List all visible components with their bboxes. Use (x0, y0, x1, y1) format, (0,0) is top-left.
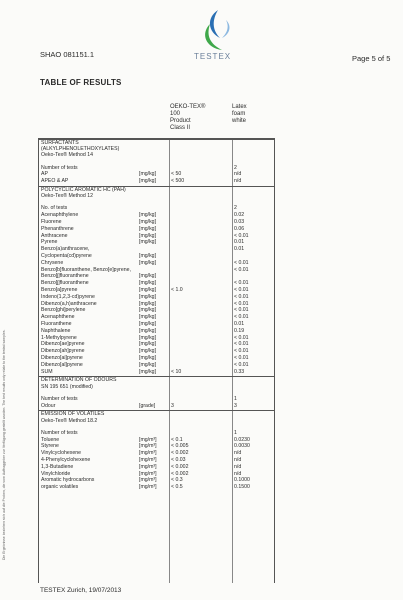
test-result: n/d (234, 450, 242, 457)
test-result: 0.0030 (234, 443, 250, 450)
test-result: < 0.01 (234, 334, 249, 341)
test-name: Naphthalene (41, 327, 71, 334)
test-result: n/d (234, 178, 242, 185)
test-name: Dibenzo(a,h)anthracene (41, 300, 97, 307)
table-row (39, 273, 274, 280)
test-unit: [mg/m³] (139, 443, 157, 450)
test-name: Acenaphthene (41, 314, 75, 321)
test-result: 3 (234, 402, 237, 409)
test-name: Number of tests (41, 164, 78, 171)
test-name: AP (41, 171, 48, 178)
sample-header-line: Latex (232, 104, 247, 110)
section-title: Oeko-Tex® Method 18.2 (41, 417, 98, 424)
test-result: < 0.01 (234, 314, 249, 321)
limit-header-line: Class II (170, 125, 191, 131)
test-unit: [mg/m³] (139, 457, 157, 463)
test-name: organic volatiles (41, 484, 79, 491)
test-unit: [mg/m³] (139, 463, 157, 470)
table-row (39, 219, 274, 226)
test-unit: [mg/kg] (139, 239, 157, 246)
test-unit: [mg/m³] (139, 470, 157, 477)
section-title: SURFACTANTS (41, 140, 79, 146)
side-disclaimer-text: Die Ergebnisse beziehen sich auf die Proben, die vom Auftraggeber zur Verfügung gestellt wurden. The test results only relate to the tested samples. (2, 329, 6, 560)
test-name: Odour (41, 402, 56, 409)
test-name: Toluene (41, 436, 60, 443)
table-row (39, 314, 274, 321)
test-result: < 0.01 (234, 348, 249, 355)
table-row (39, 260, 274, 267)
test-name: Dibenzo[ae]pyrene (41, 341, 85, 348)
test-name: Number of tests (41, 395, 78, 402)
test-unit: [mg/kg] (139, 355, 157, 361)
test-unit: [mg/kg] (139, 253, 157, 259)
test-result: < 0.01 (234, 280, 249, 287)
test-unit: [mg/kg] (139, 300, 157, 307)
table-row (39, 294, 274, 301)
sample-header-line: foam (232, 111, 246, 117)
test-unit: [mg/kg] (139, 259, 157, 266)
test-name: No. of tests (41, 205, 68, 212)
table-row (39, 253, 274, 260)
testex-logo (196, 8, 236, 54)
test-unit: [mg/kg] (139, 293, 157, 300)
table-row (39, 246, 274, 253)
table-row (39, 239, 274, 246)
test-unit: [mg/m³] (139, 484, 157, 491)
test-name: Indeno(1,2,3-cd)pyrene (41, 293, 95, 300)
test-result: 0.0230 (234, 436, 250, 443)
table-row (39, 280, 274, 287)
test-name: 1-Methylpyrene (41, 334, 77, 341)
test-unit: [mg/kg] (139, 273, 157, 280)
table-row (39, 471, 274, 478)
test-limit: < 10 (171, 368, 182, 375)
test-result: 0.1000 (234, 477, 250, 484)
limit-header-line: 100 (170, 111, 181, 117)
section-title: (ALKYLPHENOLETHOXYLATES) (41, 146, 120, 153)
test-unit: [mg/kg] (139, 334, 157, 341)
test-name: Benzo[b]fluoranthene, Benzo[e]pyrene, (41, 266, 131, 273)
test-unit: [mg/kg] (139, 341, 157, 348)
test-result: 0.01 (234, 246, 245, 253)
test-name: Chrysene (41, 259, 64, 266)
test-name: Number of tests (41, 429, 78, 436)
test-unit: [mg/kg] (139, 225, 157, 232)
test-result: 0.03 (234, 219, 245, 225)
test-limit: < 500 (171, 178, 185, 185)
test-unit: [mg/m³] (139, 436, 157, 443)
test-name: Benzo[j]fluoranthene (41, 280, 89, 287)
test-result: < 0.01 (234, 361, 249, 368)
table-row (39, 178, 274, 185)
table-row (39, 321, 274, 328)
test-result: n/d (234, 463, 242, 470)
test-name: Fluoranthene (41, 321, 72, 327)
test-result: 0.01 (234, 321, 245, 327)
test-unit: [mg/kg] (139, 307, 157, 314)
table-row (39, 355, 274, 362)
test-limit: 3 (171, 402, 174, 409)
table-row (39, 226, 274, 233)
test-name: Fluorene (41, 219, 62, 225)
test-limit: < 0.03 (171, 457, 186, 463)
test-name: Pyrene (41, 239, 58, 246)
section-title: Oeko-Tex® Method 14 (41, 152, 93, 159)
test-result: 0.02 (234, 212, 245, 219)
test-unit: [mg/kg] (139, 171, 157, 178)
table-row (39, 233, 274, 240)
table-row (39, 307, 274, 314)
table-row (39, 335, 274, 342)
test-name: Aromatic hydrocarbons (41, 477, 95, 484)
sample-header-line: white (232, 118, 247, 124)
limit-column-header (170, 104, 230, 132)
test-unit: [mg/kg] (139, 219, 157, 225)
test-unit: [mg/kg] (139, 348, 157, 355)
test-unit: [mg/kg] (139, 287, 157, 293)
table-row (39, 437, 274, 444)
test-result: 2 (234, 205, 237, 212)
test-limit: < 0.1 (171, 436, 183, 443)
test-name: Vinylcyclohexene (41, 450, 81, 457)
test-unit: [mg/kg] (139, 232, 157, 239)
test-result: 0.06 (234, 225, 245, 232)
test-result: n/d (234, 171, 242, 178)
table-row (39, 403, 274, 410)
footer-place-date: TESTEX Zurich, 19/07/2013 (40, 587, 122, 594)
test-name: Phenanthrene (41, 225, 74, 232)
table-row (39, 212, 274, 219)
table-row (39, 171, 274, 178)
test-result: < 0.01 (234, 307, 249, 314)
test-unit: [mg/kg] (139, 368, 157, 375)
test-name: Dibenzo[ai]pyrene (41, 355, 83, 361)
table-row (39, 341, 274, 348)
table-row (39, 396, 274, 403)
test-name: Anthracene (41, 232, 68, 239)
table-row (39, 287, 274, 294)
test-result: < 0.01 (234, 355, 249, 361)
test-result: < 0.01 (234, 287, 249, 293)
test-name: Benzo[a]pyrene (41, 287, 78, 293)
test-limit: < 0.002 (171, 470, 189, 477)
test-unit: [mg/kg] (139, 321, 157, 327)
limit-header-line: OEKO-TEX® (170, 104, 206, 110)
test-unit: [mg/kg] (139, 361, 157, 368)
test-unit: [mg/kg] (139, 280, 157, 287)
test-result: 0.19 (234, 327, 245, 334)
section-title: Oeko-Tex® Method 12 (41, 193, 93, 200)
section-title: EMISSION OF VOLATILES (41, 411, 105, 418)
test-unit: [mg/kg] (139, 212, 157, 219)
test-limit: < 0.002 (171, 463, 189, 470)
page-number: Page 5 of 5 (352, 54, 391, 63)
test-name: Dibenzo[al]pyrene (41, 361, 83, 368)
sample-column-header (232, 104, 272, 125)
test-result: 2 (234, 164, 237, 171)
test-limit: < 0.5 (171, 484, 183, 491)
document-id: SHAO 081151.1 (40, 50, 95, 59)
test-name: Acenaphthylene (41, 212, 79, 219)
table-row (39, 267, 274, 274)
page-title: TABLE OF RESULTS (40, 78, 122, 87)
side-disclaimer (2, 160, 16, 560)
table-row (39, 430, 274, 437)
test-result: < 0.01 (234, 266, 249, 273)
test-unit: [mg/kg] (139, 314, 157, 321)
section-title: POLYCYCLIC AROMATIC HC (PAH) (41, 187, 126, 193)
table-row (39, 205, 274, 212)
test-name: Vinylchloride (41, 470, 71, 477)
test-unit: [mg/kg] (139, 327, 157, 334)
section-title: DETERMINATION OF ODOURS (41, 377, 117, 384)
test-result: < 0.01 (234, 341, 249, 348)
test-name: SUM (41, 368, 53, 375)
test-result: < 0.01 (234, 293, 249, 300)
limit-header-line: Product (170, 118, 191, 124)
table-row (39, 457, 274, 464)
brand-name: TESTEX (194, 52, 232, 61)
table-row (39, 484, 274, 491)
test-result: 0.01 (234, 239, 245, 246)
test-result: 0.1500 (234, 484, 250, 491)
test-result: < 0.01 (234, 232, 249, 239)
test-unit: [grade] (139, 402, 156, 409)
test-name: APEO & AP (41, 178, 69, 185)
test-name: Cyclopenta(cd)pyrene (41, 253, 92, 259)
test-name: Styrene (41, 443, 59, 450)
test-result: < 0.01 (234, 259, 249, 266)
test-unit: [mg/m³] (139, 477, 157, 484)
test-result: 1 (234, 429, 237, 436)
test-result: 1 (234, 395, 237, 402)
test-name: Benzo[j]fluoranthene (41, 273, 89, 280)
test-name: Benzo[ghi]perylene (41, 307, 86, 314)
test-limit: < 0.3 (171, 477, 183, 484)
results-table (38, 138, 275, 583)
table-row (39, 464, 274, 471)
section-title: SN 195 651 (modified) (41, 383, 93, 390)
table-row (39, 362, 274, 369)
test-limit: < 0.005 (171, 443, 189, 450)
table-row (39, 301, 274, 308)
test-name: Dibenzo[ah]pyrene (41, 348, 85, 355)
test-name: 4-Phenylcyclohexene (41, 457, 91, 463)
table-row (39, 443, 274, 450)
test-result: n/d (234, 470, 242, 477)
test-limit: < 0.002 (171, 450, 189, 457)
table-row (39, 348, 274, 355)
table-row (39, 477, 274, 484)
test-limit: < 50 (171, 171, 182, 178)
test-result: < 0.01 (234, 300, 249, 307)
test-name: 1,3-Butadiene (41, 463, 74, 470)
test-limit: < 1.0 (171, 287, 183, 293)
table-row (39, 328, 274, 335)
test-name: Benzo(a)anthracene, (41, 246, 90, 253)
test-result: n/d (234, 457, 242, 463)
test-unit: [mg/m³] (139, 450, 157, 457)
test-unit: [mg/kg] (139, 178, 157, 185)
table-row (39, 369, 274, 376)
table-row (39, 165, 274, 172)
table-row (39, 450, 274, 457)
test-result: 0.33 (234, 368, 245, 375)
